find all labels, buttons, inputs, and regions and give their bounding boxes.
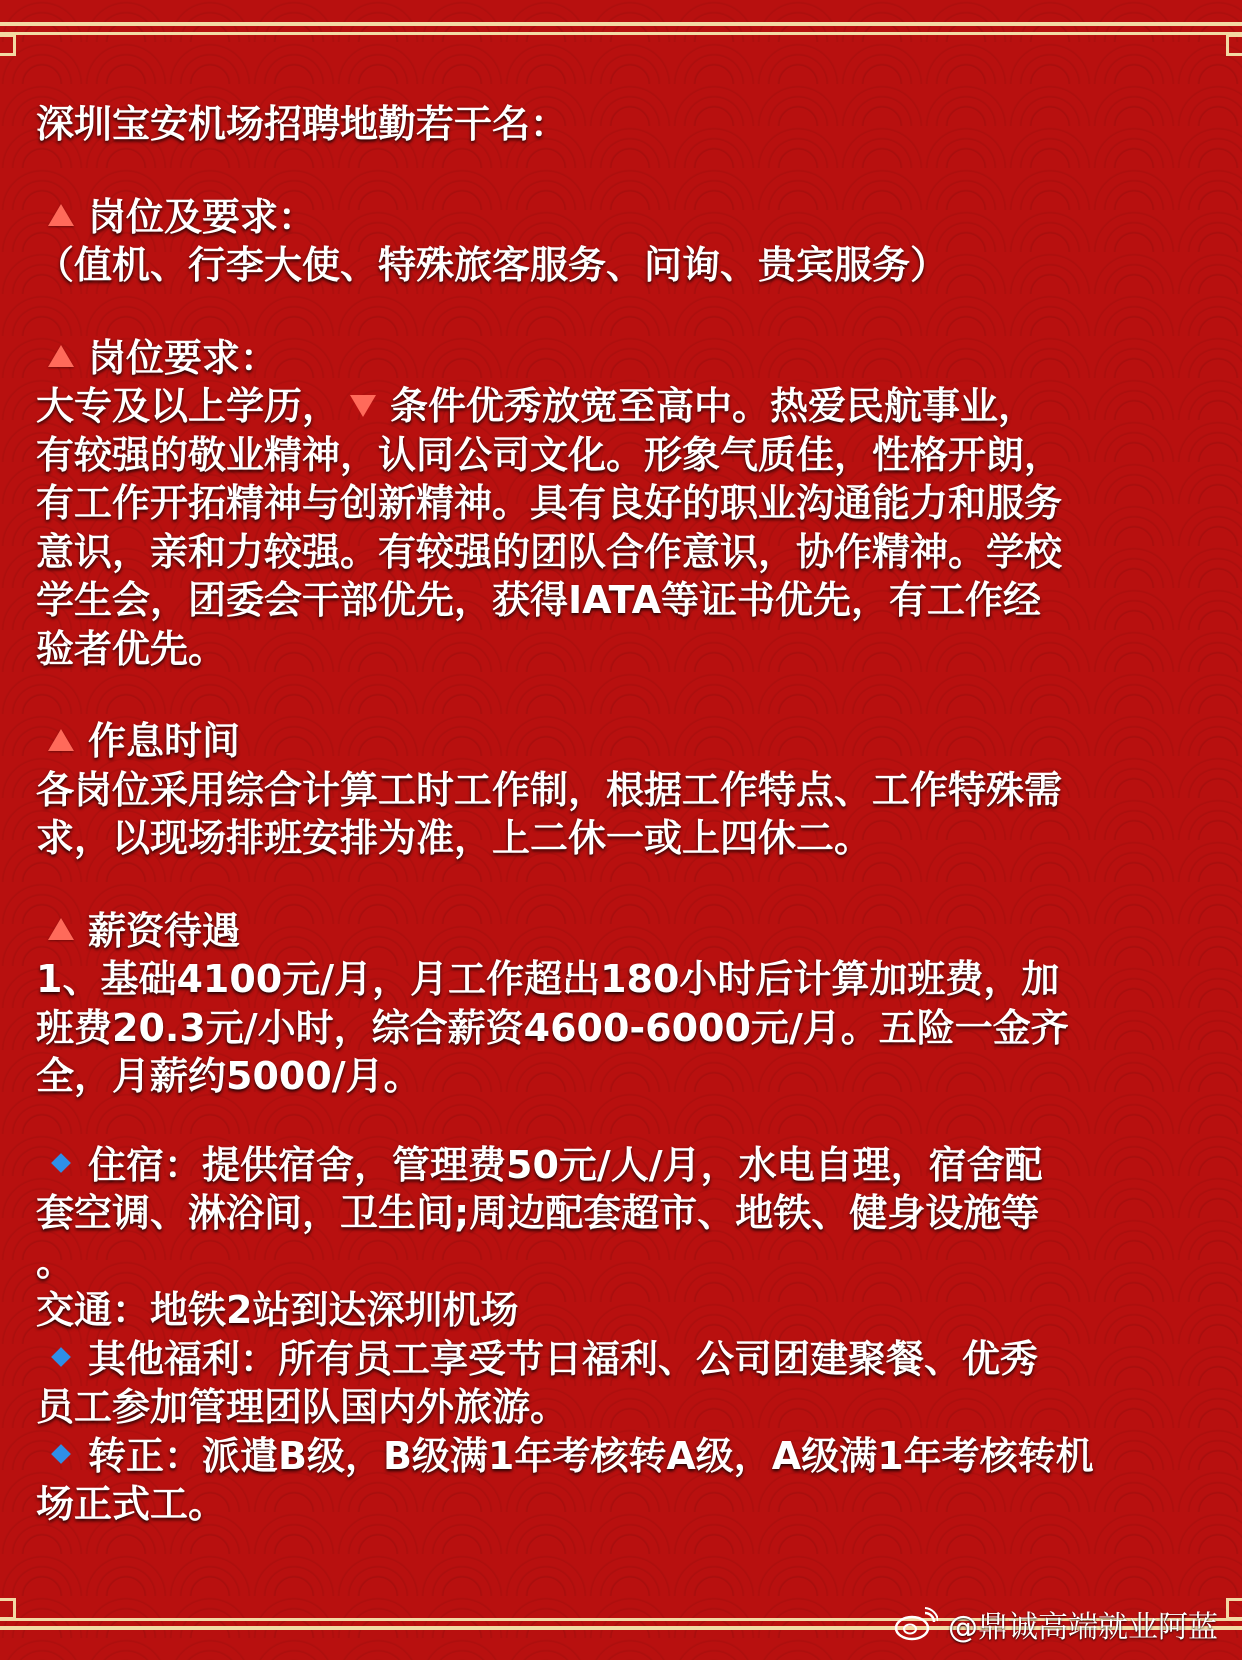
schedule-heading: 作息时间: [88, 719, 241, 763]
salary-line: 全，月薪约5000/月。: [36, 1054, 422, 1098]
top-right-corner-ornament: [1226, 34, 1242, 56]
transport-line: 交通：地铁2站到达深圳机场: [36, 1288, 519, 1332]
requirements-heading-row: [36, 334, 1212, 383]
triangle-up-icon: [48, 204, 74, 226]
benefits-row: [36, 1335, 1212, 1384]
weibo-icon: [894, 1607, 938, 1641]
watermark-text: @鼎诚高端就业阿蓝: [948, 1610, 1218, 1645]
bottom-left-corner-ornament: [0, 1598, 16, 1620]
housing-line: 套空调、淋浴间，卫生间;周边配套超市、地铁、健身设施等: [36, 1191, 1040, 1235]
promotion-line: 场正式工。: [36, 1482, 227, 1526]
job-posting: [36, 100, 1212, 1529]
top-frame-line-outer: [0, 22, 1242, 26]
positions-heading: 岗位及要求：: [88, 194, 317, 239]
salary-line: 1、基础4100元/月，月工作超出180小时后计算加班费，加: [36, 957, 1060, 1001]
positions-heading-row: [36, 193, 1212, 242]
blue-diamond-icon: [51, 1347, 71, 1367]
blue-diamond-icon: [51, 1444, 71, 1464]
bottom-right-corner-ornament: [1226, 1598, 1242, 1620]
watermark: [894, 1602, 1218, 1646]
promotion-line: 转正：派遣B级，B级满1年考核转A级，A级满1年考核转机: [88, 1433, 1094, 1478]
housing-line: 住宿：提供宿舍，管理费50元/人/月，水电自理，宿舍配: [88, 1142, 1043, 1187]
requirements-line: 有工作开拓精神与创新精神。具有良好的职业沟通能力和服务: [36, 481, 1063, 525]
triangle-up-icon: [48, 918, 74, 940]
requirements-line: 有较强的敬业精神，认同公司文化。形象气质佳，性格开朗，: [36, 432, 1063, 477]
benefits-line: 其他福利：所有员工享受节日福利、公司团建聚餐、优秀: [88, 1336, 1039, 1381]
benefits-line: 员工参加管理团队国内外旅游。: [36, 1385, 569, 1429]
salary-heading-row: [36, 907, 1212, 956]
requirements-line: 意识，亲和力较强。有较强的团队合作意识，协作精神。学校: [36, 529, 1063, 574]
triangle-down-icon: [350, 395, 376, 417]
requirements-heading: 岗位要求：: [88, 335, 279, 380]
posting-title: 深圳宝安机场招聘地勤若干名：: [36, 102, 569, 146]
positions-list: （值机、行李大使、特殊旅客服务、问询、贵宾服务）: [36, 243, 949, 287]
triangle-up-icon: [48, 729, 74, 751]
requirements-line: [36, 382, 1212, 431]
schedule-heading-row: [36, 717, 1212, 766]
top-frame-line-inner: [0, 32, 1242, 35]
requirements-line: 验者优先。: [36, 626, 227, 671]
schedule-line: 求，以现场排班安排为准，上二休一或上四休二。: [36, 816, 873, 860]
housing-line: 。: [36, 1239, 75, 1284]
triangle-up-icon: [48, 345, 74, 367]
schedule-line: 各岗位采用综合计算工时工作制，根据工作特点、工作特殊需: [36, 767, 1063, 812]
requirements-relaxed: 条件优秀放宽至高中。热爱民航事业，: [390, 384, 1037, 428]
promotion-row: [36, 1432, 1212, 1481]
requirements-line: 学生会，团委会干部优先，获得IATA等证书优先，有工作经: [36, 578, 1041, 622]
requirements-education: 大专及以上学历，: [36, 384, 341, 428]
blue-diamond-icon: [51, 1153, 71, 1173]
top-left-corner-ornament: [0, 34, 16, 56]
salary-heading: 薪资待遇: [88, 908, 241, 953]
salary-line: 班费20.3元/小时，综合薪资4600-6000元/月。五险一金齐: [36, 1005, 1069, 1050]
housing-row: [36, 1141, 1212, 1190]
